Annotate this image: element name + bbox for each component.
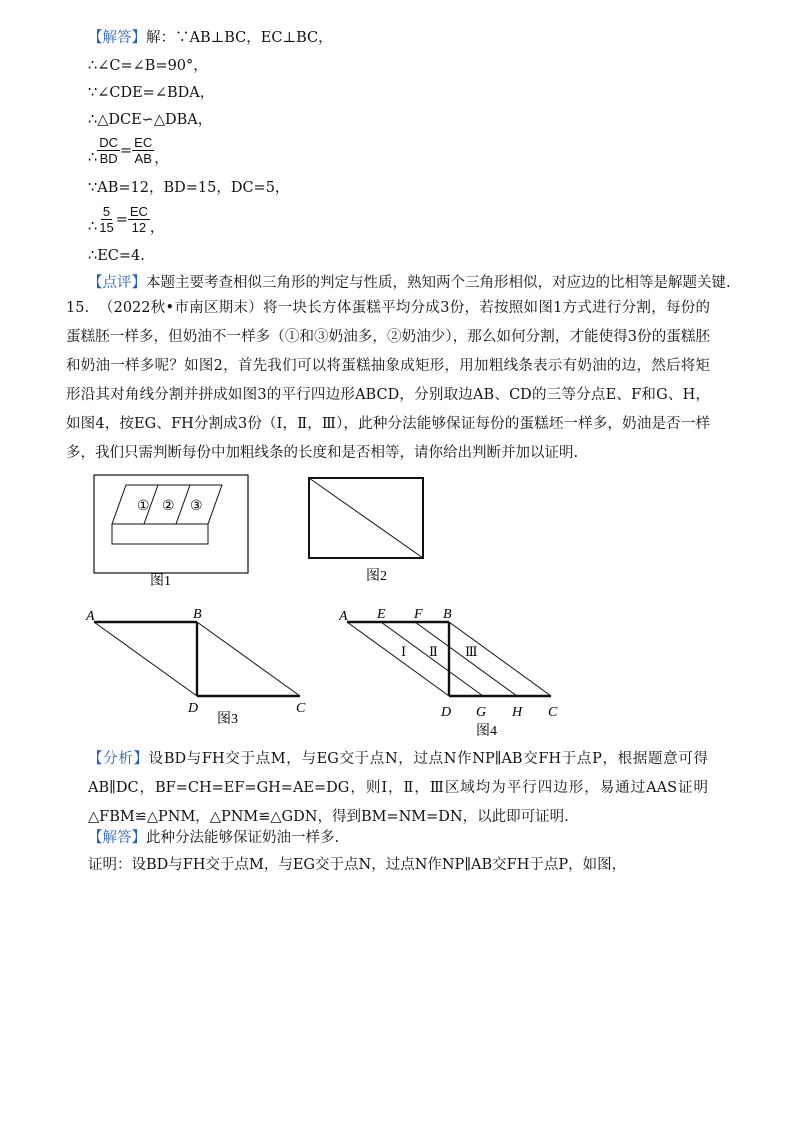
fig3-label-a: A bbox=[86, 609, 95, 624]
fig4-edge-ad bbox=[347, 622, 449, 696]
problem-text: （2022秋•市南区期末）将一块长方体蛋糕平均分成3份，若按照如图1方式进行分割，每份的蛋糕胚一样多，但奶油不一样多（①和③奶油多，②奶油少），那么如何分割，才能使得3份的蛋糕胚和奶油一样多呢？如图2，首先我们可以将蛋糕抽象成矩形，用加粗线条表示有奶油的边，然后将矩形沿其对角线分割并拼成如图3的平行四边形ABCD，分别取边AB、CD的三等分点E、F和G、H，如图4，按EG、FH分割成3份（Ⅰ，Ⅱ，Ⅲ），此种分法能够保证每份的蛋糕坯一样多，奶油是否一样多，我们只需判断每份中加粗线条的长度和是否相等，请你给出判断并加以证明. bbox=[66, 300, 711, 461]
solution-line-6: ∴EC=4. bbox=[88, 248, 145, 264]
numerator: 5 bbox=[102, 204, 111, 219]
fig3-label-c: C bbox=[296, 701, 306, 716]
fig4-label-g: G bbox=[476, 705, 487, 720]
solution-line-3: ∵∠CDE=∠BDA， bbox=[88, 85, 215, 101]
solution2-line bbox=[88, 828, 339, 848]
fraction-equation-2 bbox=[88, 202, 164, 237]
fraction-5-15 bbox=[97, 204, 115, 235]
analysis-tag: 【分析】 bbox=[88, 751, 149, 767]
fig4-caption: 图4 bbox=[476, 724, 497, 739]
fig4-label-c: C bbox=[548, 705, 558, 720]
numerator: EC bbox=[129, 204, 148, 219]
solution2-text: 此种分法能够保证奶油一样多. bbox=[146, 830, 340, 846]
fig4-label-h: H bbox=[512, 705, 523, 720]
numerator: EC bbox=[134, 135, 153, 150]
therefore-symbol: ∴ bbox=[88, 149, 98, 166]
fig1-cake-front bbox=[112, 524, 208, 544]
solution-line-1 bbox=[88, 28, 333, 48]
fig1-cut-2 bbox=[176, 485, 190, 524]
fig4-edge-bc bbox=[449, 622, 551, 696]
fraction-equation-1 bbox=[88, 133, 169, 168]
fig4-label-d: D bbox=[441, 705, 452, 720]
figure-2 bbox=[309, 478, 423, 584]
equals-sign: = bbox=[120, 142, 133, 159]
fig1-region-3: ③ bbox=[190, 499, 203, 514]
figure-4 bbox=[338, 607, 558, 739]
figure-3 bbox=[85, 607, 306, 727]
analysis-text: 设BD与FH交于点M，与EG交于点N，过点N作NP∥AB交FH于点P，根据题意可得AB∥DC，BF=CH=EF=GH=AE=DG，则Ⅰ，Ⅱ，Ⅲ区域均为平行四边形，易通过AAS证明△FBM≌△PNM，△PNM≌△GDN，得到BM=NM=DN，以此即可证明. bbox=[88, 751, 708, 825]
numerator: DC bbox=[99, 135, 119, 150]
analysis-paragraph bbox=[88, 745, 708, 832]
fig4-label-e: E bbox=[377, 607, 386, 622]
figures-area bbox=[0, 460, 800, 750]
fig2-diagonal bbox=[309, 478, 423, 558]
solution2-tag: 【解答】 bbox=[88, 830, 146, 846]
solution-line-4: ∴△DCE∽△DBA， bbox=[88, 112, 213, 128]
punctuation: ， bbox=[149, 220, 165, 236]
problem-15 bbox=[66, 294, 710, 468]
fig1-region-1: ① bbox=[137, 499, 150, 514]
fig3-edge-bc bbox=[197, 622, 300, 696]
solution-line-5: ∵AB=12，BD=15，DC=5， bbox=[88, 180, 290, 196]
fig3-label-b: B bbox=[193, 607, 202, 622]
solution-tag: 【解答】 bbox=[88, 30, 146, 46]
solution-line-2: ∴∠C=∠B=90°， bbox=[88, 58, 208, 74]
fig1-caption: 图1 bbox=[150, 574, 171, 589]
comment-line bbox=[88, 273, 731, 293]
fig4-label-f: F bbox=[414, 607, 423, 622]
fig4-cut-eg bbox=[381, 622, 483, 696]
fig3-edge-ad bbox=[94, 622, 197, 696]
fig4-label-a: A bbox=[339, 609, 348, 624]
solution-text: 解：∵AB⊥BC，EC⊥BC， bbox=[146, 30, 333, 46]
fig4-label-b: B bbox=[443, 607, 452, 622]
proof-line: 证明：设BD与FH交于点M，与EG交于点N，过点N作NP∥AB交FH于点P，如图， bbox=[88, 857, 627, 873]
fraction-ec-ab bbox=[132, 135, 154, 166]
fraction-ec-12 bbox=[128, 204, 150, 235]
fig2-caption: 图2 bbox=[366, 569, 387, 584]
fig4-region-3: Ⅲ bbox=[465, 644, 478, 659]
equals-sign: = bbox=[115, 211, 128, 228]
fig4-region-1: Ⅰ bbox=[401, 644, 407, 659]
denominator: BD bbox=[99, 151, 118, 166]
fraction-dc-bd bbox=[97, 135, 120, 166]
denominator: 15 bbox=[99, 220, 114, 235]
fig3-label-d: D bbox=[188, 701, 199, 716]
comment-text: 本题主要考查相似三角形的判定与性质，熟知两个三角形相似，对应边的比相等是解题关键. bbox=[146, 275, 731, 291]
fig1-region-2: ② bbox=[162, 499, 175, 514]
figure-1 bbox=[94, 475, 248, 589]
fig4-cut-fh bbox=[415, 622, 517, 696]
punctuation: ， bbox=[154, 151, 169, 167]
problem-number: 15. bbox=[66, 300, 90, 316]
denominator: 12 bbox=[131, 220, 147, 235]
therefore-symbol: ∴ bbox=[88, 218, 98, 235]
denominator: AB bbox=[134, 151, 152, 166]
comment-tag: 【点评】 bbox=[88, 275, 146, 291]
fig3-caption: 图3 bbox=[217, 712, 238, 727]
fig4-region-2: Ⅱ bbox=[429, 644, 438, 659]
